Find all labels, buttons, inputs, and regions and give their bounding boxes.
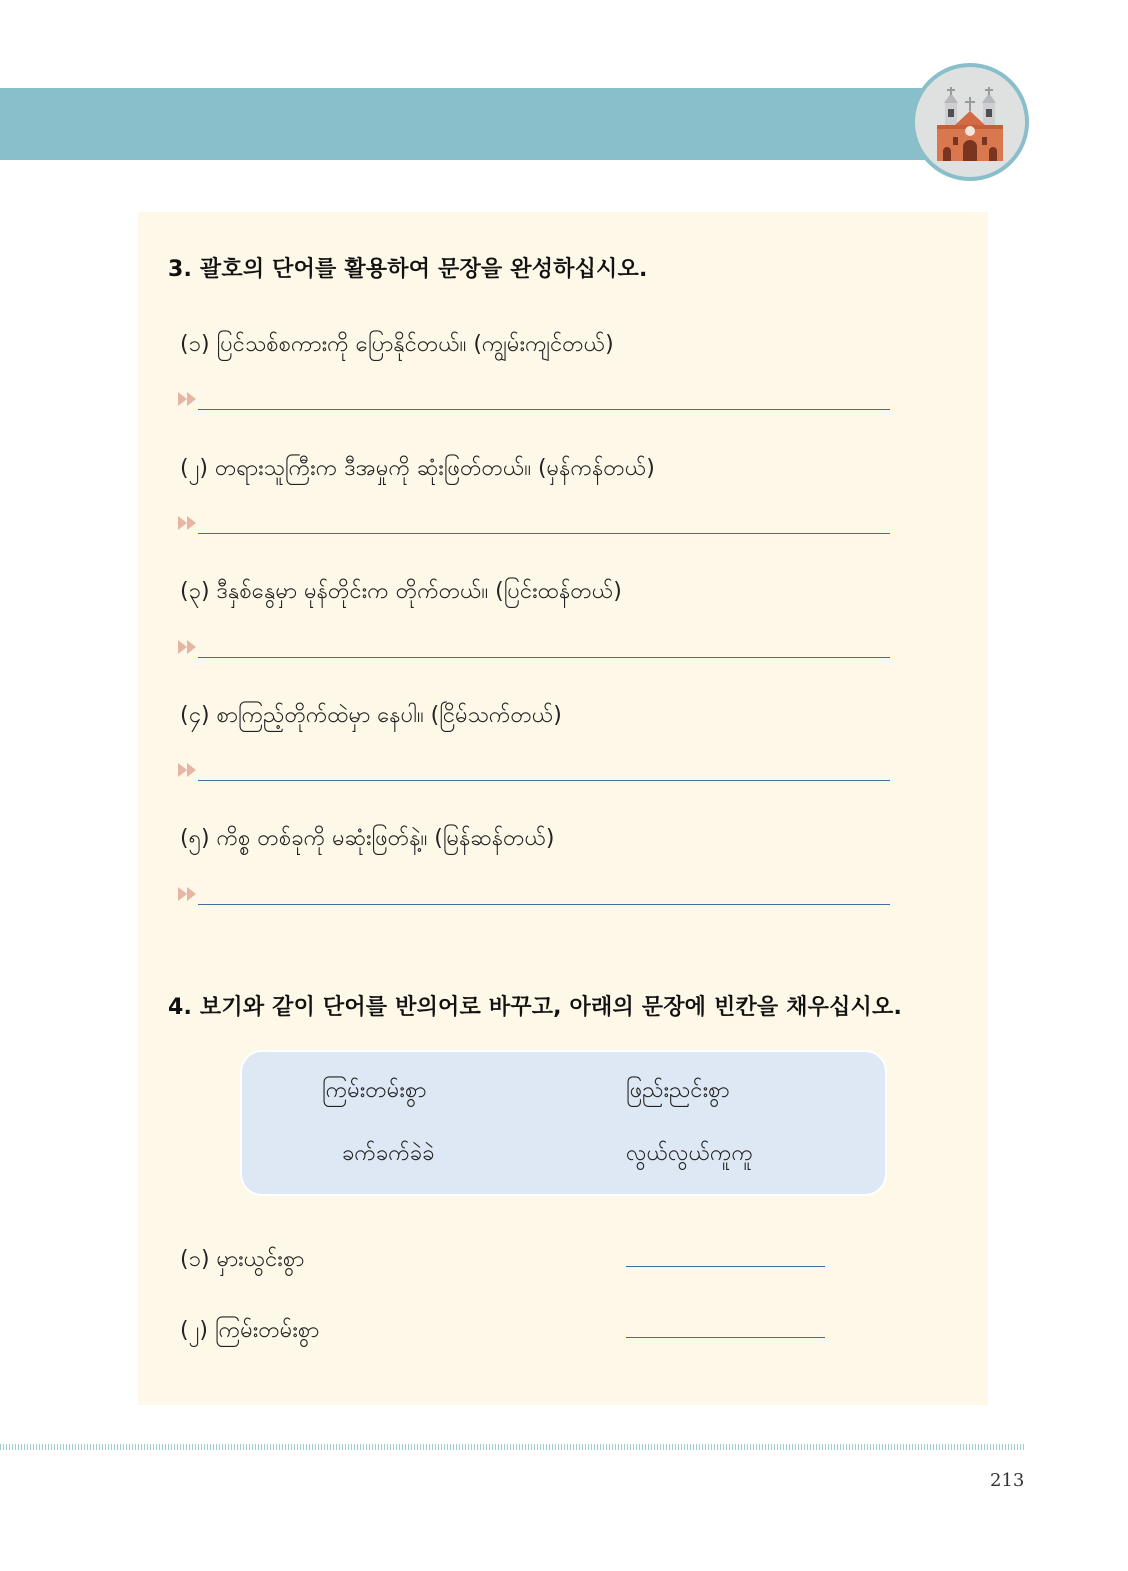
antonym-item-1: (၁) မှားယွင်းစွာ [180,1247,305,1272]
answer-blank-1[interactable] [626,1266,825,1267]
word-box-item: လွယ်လွယ်ကူကူ [626,1141,754,1166]
footer-rule [0,1444,1026,1450]
answer-row-2[interactable] [178,514,890,534]
page-number: 213 [990,1470,1025,1491]
double-arrow-icon [178,516,198,530]
answer-line[interactable] [198,780,890,781]
word-box [240,1050,887,1196]
answer-row-5[interactable] [178,885,890,905]
double-arrow-icon [178,887,198,901]
antonym-item-2: (၂) ကြမ်းတမ်းစွာ [180,1318,320,1343]
answer-row-1[interactable] [178,390,890,410]
word-box-item: ဖြည်းညင်းစွာ [626,1078,730,1103]
word-box-item: ကြမ်းတမ်းစွာ [322,1078,427,1103]
answer-line[interactable] [198,904,890,905]
question-5: (၅) ကိစ္စ တစ်ခုကို မဆုံးဖြတ်နဲ့။ (မြန်ဆန်တယ်) [180,826,555,851]
answer-blank-2[interactable] [626,1337,825,1338]
double-arrow-icon [178,640,198,654]
question-2: (၂) တရားသူကြီးက ဒီအမှုကို ဆုံးဖြတ်တယ်။ (မှန်ကန်တယ်) [180,456,655,481]
church-icon [911,63,1029,181]
double-arrow-icon [178,392,198,406]
header-band [0,88,960,160]
word-box-item: ခက်ခက်ခဲခဲ [342,1141,435,1166]
section-3-heading: 3. 괄호의 단어를 활용하여 문장을 완성하십시오. [168,257,648,282]
answer-line[interactable] [198,657,890,658]
answer-line[interactable] [198,533,890,534]
question-3: (၃) ဒီနှစ်နွေမှာ မုန်တိုင်းက တိုက်တယ်။ (ပြင်းထန်တယ်) [180,579,622,604]
double-arrow-icon [178,763,198,777]
answer-row-4[interactable] [178,761,890,781]
answer-line[interactable] [198,409,890,410]
question-4: (၄) စာကြည့်တိုက်ထဲမှာ နေပါ။ (ငြိမ်သက်တယ်) [180,703,562,728]
answer-row-3[interactable] [178,638,890,658]
section-4-heading: 4. 보기와 같이 단어를 반의어로 바꾸고, 아래의 문장에 빈칸을 채우십시오. [168,995,903,1020]
question-1: (၁) ပြင်သစ်စကားကို ပြောနိုင်တယ်။ (ကျွမ်းကျင်တယ်) [180,332,614,357]
